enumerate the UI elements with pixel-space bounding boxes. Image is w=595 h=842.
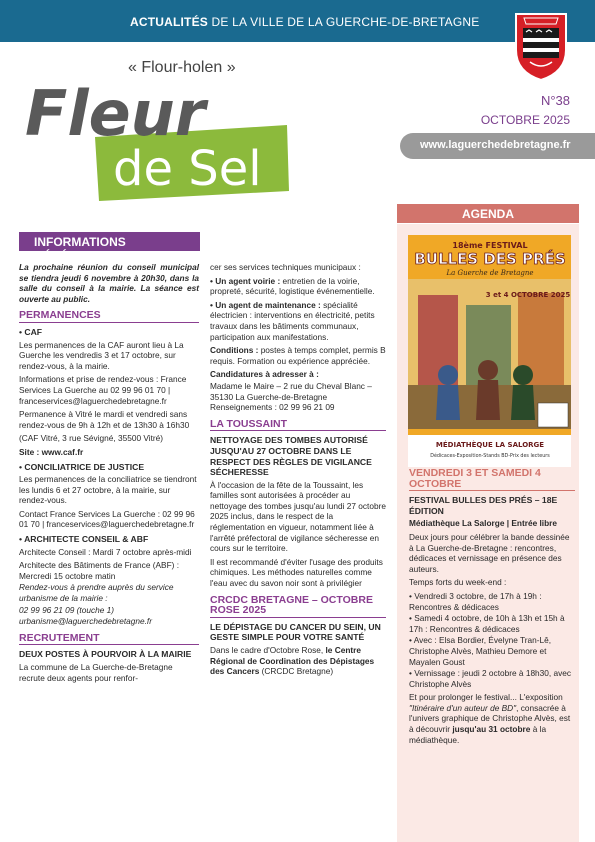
architecte-title: • ARCHITECTE CONSEIL & ABF	[19, 534, 149, 545]
toussaint-text-1: À l'occasion de la fête de la Toussaint, les familles sont autorisées à procéder au nettoyage des tombes jusqu'au lundi 27 octobre 2025 inclus, dans le respect de la réglementation en vigueur, notamment liée à l'arrêté préfectoral de vigilance sécheresse en cours sur le territoire.	[210, 479, 386, 554]
conciliatrice-title: • CONCILIATRICE DE JUSTICE	[19, 461, 145, 472]
caf-site[interactable]: Site : www.caf.fr	[19, 446, 84, 457]
caf-text-1: Les permanences de la CAF auront lieu à La Guerche les vendredis 3 et 17 octobre, sur rendez-vous, à la mairie.	[19, 339, 184, 371]
toussaint-subtitle: NETTOYAGE DES TOMBES AUTORISÉ JUSQU'AU 27 OCTOBRE DANS LE RESPECT DES RÈGLES DE VIGILANCE SÉCHERESSE	[210, 435, 372, 478]
issue-number: N°38	[540, 93, 570, 108]
svg-text:3 et 4 OCTOBRE 2025: 3 et 4 OCTOBRE 2025	[485, 291, 571, 299]
agenda-bullet-1: • Vendredi 3 octobre, de 17h à 19h : Rencontres & dédicaces	[409, 590, 542, 612]
agenda-bullet-4: • Vernissage : jeudi 2 octobre à 18h30, avec Christophe Alvès	[409, 668, 572, 689]
agenda-intro: Deux jours pour célébrer la bande dessinée à La Guerche-de-Bretagne : rencontres, dédicaces et vernissage en présence des auteurs.	[409, 531, 570, 574]
issue-date: OCTOBRE 2025	[480, 113, 570, 127]
svg-text:« Flour-holen »: « Flour-holen »	[128, 59, 236, 76]
recrutement-text-cont: cer ses services techniques municipaux :	[210, 262, 361, 272]
masthead-graphic	[25, 45, 325, 215]
architecte-phone: 02 99 96 21 09 (touche 1)	[19, 604, 115, 615]
crcdc-text: Dans le cadre d'Octobre Rose, le Centre Régional de Coordination des Dépistages des Cancers (CRCDC Bretagne)	[210, 645, 375, 677]
caf-title: • CAF	[19, 326, 43, 337]
caf-text-2: Informations et prise de rendez-vous : France Services La Guerche au 02 99 96 01 70 | franceservices@laguerchedebretagne.fr	[19, 374, 187, 406]
caf-text-4: (CAF Vitré, 3 rue Sévigné, 35500 Vitré)	[19, 433, 164, 444]
conciliatrice-text-1: Les permanences de la conciliatrice se tiendront les lundis 6 et 27 octobre, à la mairie, sur rendez-vous.	[19, 474, 197, 506]
toussaint-text-2: Il est recommandé d'éviter l'usage des produits chimiques. Les méthodes naturelles comme l'eau avec du savon noir sont à privilégier	[210, 556, 383, 589]
masthead	[25, 45, 325, 215]
svg-text:BULLES DES PRÉS: BULLES DES PRÉS	[414, 250, 566, 268]
candidatures-label: Candidatures à adresser à :	[210, 369, 319, 380]
middle-column	[210, 262, 386, 680]
top-banner-text: ACTUALITÉS DE LA VILLE DE LA GUERCHE-DE-BRETAGNE	[130, 15, 480, 29]
architecte-email[interactable]: urbanisme@laguerchedebretagne.fr	[19, 616, 152, 627]
agenda-bullet-3: • Avec : Elsa Bordier, Évelyne Tran-Lê, Christophe Alvès, Mathieu Demore et Mayalen Goust	[409, 635, 552, 667]
agenda-bullet-2: • Samedi 4 octobre, de 10h à 13h et 15h à 17h : Rencontres & dédicaces	[409, 613, 565, 634]
website-link[interactable]: www.laguerchedebretagne.fr	[420, 139, 571, 151]
conciliatrice-text-2: Contact France Services La Guerche : 02 99 96 01 70 | franceservices@laguerchedebretagne.fr	[19, 508, 195, 530]
agenda-event-title: FESTIVAL BULLES DES PRÉS – 18E ÉDITION	[409, 495, 558, 516]
left-column	[19, 262, 199, 686]
svg-text:La Guerche de Bretagne: La Guerche de Bretagne	[446, 269, 534, 277]
city-crest-icon	[510, 10, 572, 82]
recrutement-subtitle: DEUX POSTES À POURVOIR À LA MAIRIE	[19, 649, 192, 660]
agenda-venue: Médiathèque La Salorge | Entrée libre	[409, 518, 558, 529]
architecte-text-3: Rendez-vous à prendre auprès du service urbanisme de la mairie :	[19, 582, 174, 604]
architecte-text-1: Architecte Conseil : Mardi 7 octobre après-midi	[19, 546, 192, 557]
caf-text-3: Permanence à Vitré le mardi et vendredi sans rendez-vous de 9h à 12h et de 13h30 à 16h30	[19, 409, 190, 430]
toussaint-title: LA TOUSSAINT	[210, 419, 386, 432]
svg-text:Dédicaces-Exposition-Stands BD: Dédicaces-Exposition-Stands BD-Prix des lecteurs	[430, 454, 550, 459]
agenda-highlights-label: Temps forts du week-end :	[409, 577, 507, 588]
recrutement-title: RECRUTEMENT	[19, 633, 199, 646]
candidatures-text: Madame le Maire – 2 rue du Cheval Blanc – 35130 La Guerche-de-Bretagne Renseignements : 02 99 96 21 09	[210, 380, 372, 413]
top-banner	[0, 0, 595, 42]
conditions-item: Conditions : postes à temps complet, permis B requis. Formation ou expérience appréciée.	[210, 345, 386, 366]
website-bar[interactable]	[400, 133, 595, 159]
svg-text:18ème FESTIVAL: 18ème FESTIVAL	[452, 241, 528, 250]
agenda-column	[409, 468, 575, 748]
permanences-title: PERMANENCES	[19, 310, 199, 323]
crcdc-title: CRCDC BRETAGNE – OCTOBRE ROSE 2025	[210, 595, 386, 618]
maintenance-item: • Un agent de maintenance : spécialité électricien : interventions en électricité, petits travaux dans les bâtiments communaux, participation aux manifestations.	[210, 299, 375, 342]
festival-poster	[408, 235, 571, 467]
svg-text:de Sel: de Sel	[113, 141, 262, 197]
section-header-agenda: AGENDA	[397, 204, 579, 223]
agenda-expo-text: Et pour prolonger le festival... L'exposition "Itinéraire d'un auteur de BD", consacrée à l'univers graphique de Christophe Alvès, est à découvrir jusqu'au 31 octobre à la médiathèque.	[409, 692, 571, 745]
recrutement-text-1: La commune de La Guerche-de-Bretagne recrute deux agents pour renfor-	[19, 662, 173, 683]
crcdc-subtitle: LE DÉPISTAGE DU CANCER DU SEIN, UN GESTE SIMPLE POUR VOTRE SANTÉ	[210, 621, 381, 643]
svg-text:Fleur: Fleur	[25, 77, 206, 150]
council-intro: La prochaine réunion du conseil municipal se tiendra jeudi 6 novembre à 20h30, dans la salle du conseil à la mairie. La séance est ouverte au public.	[19, 262, 199, 304]
agenda-date-title: VENDREDI 3 ET SAMEDI 4 OCTOBRE	[409, 468, 575, 491]
architecte-text-2: Architecte des Bâtiments de France (ABF) : Mercredi 15 octobre matin	[19, 560, 180, 581]
section-header-info: INFORMATIONS GÉNÉRALES	[19, 232, 200, 251]
svg-text:MÉDIATHÈQUE LA SALORGE: MÉDIATHÈQUE LA SALORGE	[435, 441, 545, 449]
voirie-item: • Un agent voirie : entretien de la voirie, propreté, sécurité, logistique événementielle.	[210, 275, 375, 297]
